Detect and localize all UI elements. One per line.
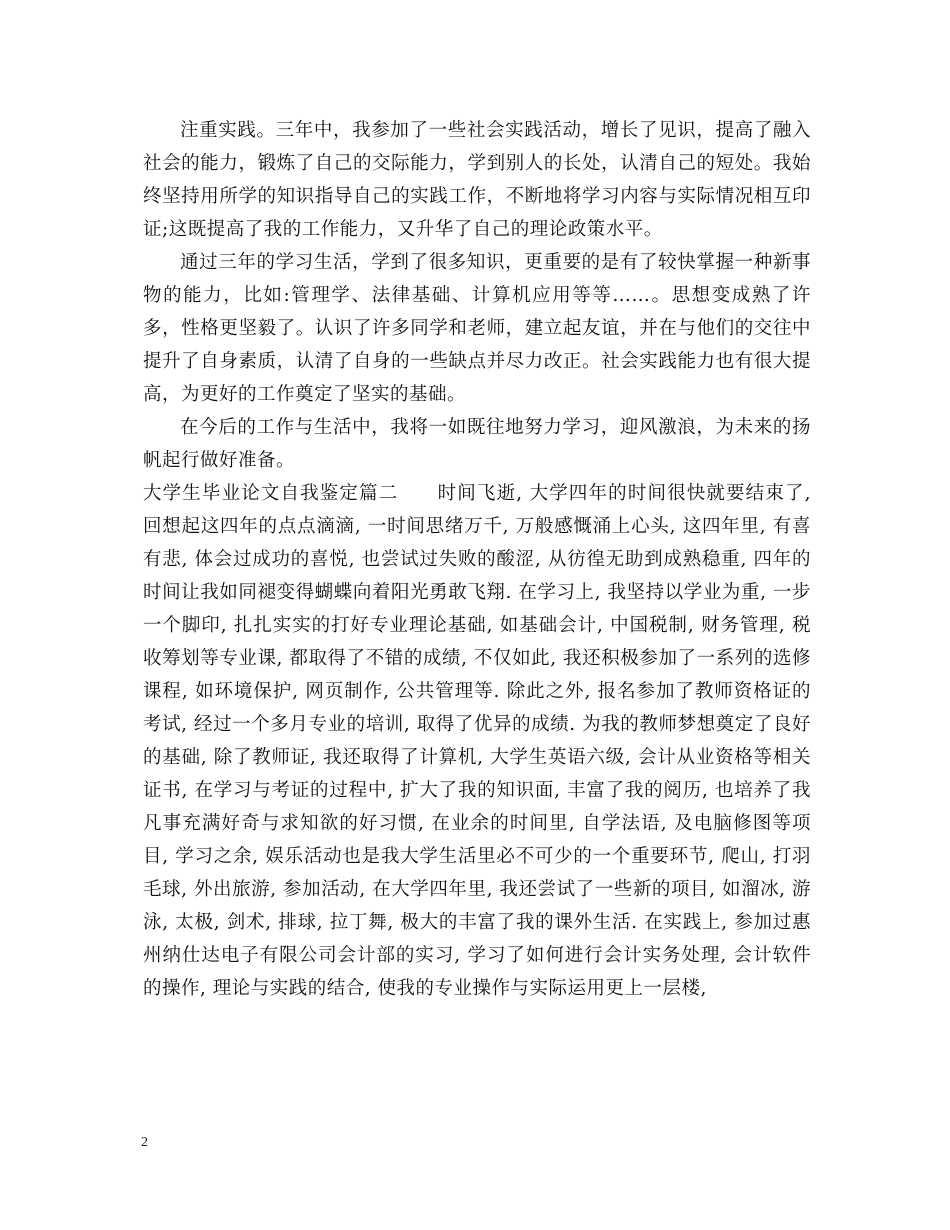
paragraph-study-life: 通过三年的学习生活，学到了很多知识，更重要的是有了较快掌握一种新事物的能力，比如:管理学、法律基础、计算机应用等等……。思想变成熟了许多，性格更坚毅了。认识了许多同学和老师，建立起友谊，并在与他们的交往中提升了自身素质，认清了自身的一些缺点并尽力改正。社会实践能力也有很大提高，为更好的工作奠定了坚实的基础。 xyxy=(143,252,811,405)
document-body xyxy=(143,114,811,1005)
paragraph-future: 在今后的工作与生活中，我将一如既往地努力学习，迎风激浪，为未来的扬帆起行做好准备。 xyxy=(143,417,811,471)
paragraph-practice: 注重实践。三年中，我参加了一些社会实践活动，增长了见识，提高了融入社会的能力，锻炼了自己的交际能力，学到别人的长处，认清自己的短处。我始终坚持用所学的知识指导自己的实践工作，不断地将学习内容与实际情况相互印证;这既提高了我的工作能力，又升华了自己的理论政策水平。 xyxy=(143,120,811,240)
paragraph-self-assessment-part-two: 大学生毕业论文自我鉴定篇二 时间飞逝, 大学四年的时间很快就要结束了, 回想起这四年的点点滴滴, 一时间思绪万千, 万般感慨涌上心头, 这四年里, 有喜有悲, 体会过成功的喜悦, 也尝试过失败的酸涩, 从彷徨无助到成熟稳重, 四年的时间让我如同褪变得蝴蝶向着阳光勇敢飞翔. 在学习上, 我坚持以学业为重, 一步一个脚印, 扎扎实实的打好专业理论基础, 如基础会计, 中国税制, 财务管理, 税收筹划等专业课, 都取得了不错的成绩, 不仅如此, 我还积极参加了一系列的选修课程, 如环境保护, 网页制作, 公共管理等. 除此之外, 报名参加了教师资格证的考试, 经过一个多月专业的培训, 取得了优异的成绩. 为我的教师梦想奠定了良好的基础, 除了教师证, 我还取得了计算机, 大学生英语六级, 会计从业资格等相关证书, 在学习与考证的过程中, 扩大了我的知识面, 丰富了我的阅历, 也培养了我凡事充满好奇与求知欲的好习惯, 在业余的时间里, 自学法语, 及电脑修图等项目, 学习之余, 娱乐活动也是我大学生活里必不可少的一个重要环节, 爬山, 打羽毛球, 外出旅游, 参加活动, 在大学四年里, 我还尝试了一些新的项目, 如溜冰, 游泳, 太极, 剑术, 排球, 拉丁舞, 极大的丰富了我的课外生活. 在实践上, 参加过惠州纳仕达电子有限公司会计部的实习, 学习了如何进行会计实务处理, 会计软件的操作, 理论与实践的结合, 使我的专业操作与实际运用更上一层楼, xyxy=(143,483,811,999)
page-number: 2 xyxy=(141,1135,148,1150)
